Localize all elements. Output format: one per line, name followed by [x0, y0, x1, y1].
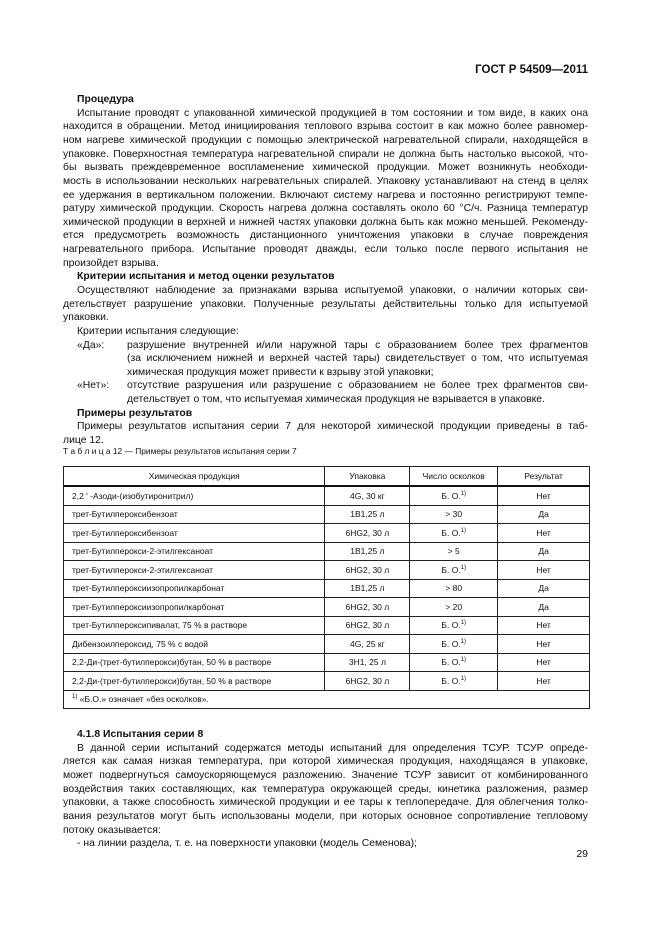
result-cell — [498, 616, 590, 635]
cell-text: > 30 — [445, 509, 463, 520]
cell-text: трет-Бутилперокси-2-этилгексаноат — [72, 564, 214, 575]
text-line: отсутствие разрушения или разрушение с образованием не более трех фрагментов сви- — [127, 380, 588, 392]
cell-text: Б. О. — [441, 675, 461, 686]
cell-text: Да — [538, 583, 549, 594]
package-cell — [325, 616, 410, 635]
cell-text: Дибензоилпероксид, 75 % с водой — [72, 638, 208, 649]
table-row — [64, 505, 590, 524]
cell-text: 6HG2, 30 л — [345, 601, 390, 612]
package-cell — [325, 653, 410, 672]
series8-paragraph — [63, 742, 588, 837]
cell-text: 1B1,25 л — [350, 583, 385, 594]
footnote-mark: 1) — [460, 657, 467, 664]
text-line: потоку оказывается: — [63, 824, 161, 836]
table-row — [64, 635, 590, 654]
cell-text: 6HG2, 30 л — [345, 527, 390, 538]
procedure-paragraph — [63, 107, 588, 271]
text-line: химическая продукция может привести к взрыву этой упаковки; — [127, 366, 434, 378]
cell-text: трет-Бутилперокси-2-этилгексаноат — [72, 546, 214, 557]
package-cell — [325, 635, 410, 654]
footnote-mark: 1) — [460, 564, 467, 571]
footnote-text: «Б.О.» означает «без осколков». — [79, 694, 209, 705]
criteria-heading: Критерии испытания и метод оценки результатов — [77, 271, 335, 283]
result-cell — [498, 653, 590, 672]
package-cell — [325, 579, 410, 598]
fragments-cell — [410, 653, 498, 672]
cell-text: 2,2 ' -Азоди-(изобутиронитрил) — [72, 490, 194, 501]
text-line: Примеры результатов испытания серии 7 для некоторой химической продукции приведены в таб- — [77, 421, 588, 433]
text-line: детельствует разрушение упаковки. Полученные результаты действительны только для испытуемой — [63, 298, 588, 310]
fragments-cell — [410, 524, 498, 543]
cell-text: трет-Бутилпероксипивалат, 75 % в растворе — [72, 620, 248, 631]
cell-text: 2,2-Ди-(трет-бутилперокси)бутан, 50 % в растворе — [72, 657, 272, 668]
table-row — [64, 616, 590, 635]
series8-heading: 4.1.8 Испытания серии 8 — [77, 729, 204, 740]
cell-text: > 20 — [445, 601, 463, 612]
text-line: нагревательного прибора. Испытание проводят дважды, если только после первого испытания не — [63, 244, 588, 256]
product-cell — [64, 598, 325, 617]
text-line: упаковки, а также способность химической продукции и ее тары к теплопередаче. Для облегчения толко- — [63, 797, 588, 809]
cell-text: > 80 — [445, 583, 463, 594]
series8-bullet: - на линии раздела, т. е. на поверхности упаковки (модель Семенова); — [77, 838, 417, 850]
result-cell — [498, 524, 590, 543]
text-line: химической продукции в верхней и нижней частях упаковки должна быть как можно меньшей. Рекоменду- — [63, 216, 588, 228]
cell-text: трет-Бутилпероксибензоат — [72, 509, 178, 520]
footnote-mark: 1) — [460, 638, 467, 645]
cell-text: Нет — [536, 564, 551, 575]
page-number: 29 — [576, 848, 588, 860]
table-header-row — [64, 467, 590, 487]
result-cell — [498, 505, 590, 524]
cell-text: 1B1,25 л — [350, 546, 385, 557]
criteria-paragraph — [63, 284, 588, 325]
text-line: упаковки. — [63, 312, 109, 324]
cell-text: Нет — [536, 490, 551, 501]
text-line: воздействия таких составляющих, как температура окружающей среды, кинетика разложения, размер — [63, 783, 588, 795]
cell-text: 4G, 30 кг — [350, 490, 385, 501]
package-cell — [325, 505, 410, 524]
result-cell — [498, 579, 590, 598]
result-cell — [498, 635, 590, 654]
fragments-cell — [410, 486, 498, 505]
cell-text: 6HG2, 30 л — [345, 620, 390, 631]
table-footnote — [64, 690, 590, 709]
fragments-cell — [410, 579, 498, 598]
cell-text: трет-Бутилпероксиизопропилкарбонат — [72, 601, 225, 612]
results-table — [63, 466, 590, 709]
result-cell — [498, 598, 590, 617]
table-row — [64, 598, 590, 617]
table-row — [64, 486, 590, 505]
table-row — [64, 542, 590, 561]
product-cell — [64, 616, 325, 635]
table-row — [64, 653, 590, 672]
column-header: Упаковка — [325, 467, 410, 487]
text-line: бы вызвать преждевременное воспламенение химической продукции. Может возникнуть необходи- — [63, 162, 588, 174]
result-cell — [498, 542, 590, 561]
column-header: Результат — [498, 467, 590, 487]
text-line: ратуру химической продукции. Скорость нагрева должна составлять около 60 °С/ч. Разница температур — [63, 203, 588, 215]
fragments-cell — [410, 505, 498, 524]
criteria-intro: Критерии испытания следующие: — [77, 325, 239, 337]
document-code: ГОСТ Р 54509—2011 — [475, 64, 588, 76]
package-cell — [325, 561, 410, 580]
package-cell — [325, 542, 410, 561]
text-line: может подвергнуться самоускоряющемуся разложению. Значение ТСУР зависит от комбинированного — [63, 769, 588, 781]
table-caption: Т а б л и ц а 12 — Примеры результатов испытания серии 7 — [63, 446, 297, 456]
package-cell — [325, 672, 410, 691]
cell-text: Б. О. — [441, 657, 461, 668]
cell-text: Нет — [536, 657, 551, 668]
result-cell — [498, 561, 590, 580]
criterion-yes-text — [127, 339, 588, 380]
text-line: мость в использовании нескольких нагревательных спиралей. Упаковку устанавливают на стенд в целях — [63, 175, 588, 187]
column-header: Химическая продукция — [64, 467, 325, 487]
text-line: упаковке. Поверхностная температура нагревательной спирали не должна быть настолько высокой, что- — [63, 148, 588, 160]
cell-text: Б. О. — [441, 490, 461, 501]
cell-text: Б. О. — [441, 564, 461, 575]
product-cell — [64, 653, 325, 672]
footnote-mark: 1) — [460, 675, 467, 682]
cell-text: Б. О. — [441, 638, 461, 649]
text-line: разрушение внутренней и/или наружной тары с образованием более трех фрагментов — [127, 339, 588, 351]
product-cell — [64, 505, 325, 524]
table-row — [64, 561, 590, 580]
fragments-cell — [410, 616, 498, 635]
text-line: произойдет взрыва. — [63, 257, 159, 269]
product-cell — [64, 672, 325, 691]
column-header: Число осколков — [410, 467, 498, 487]
cell-text: 6HG2, 30 л — [345, 564, 390, 575]
text-line: находится в обращении. Метод инициирования теплового взрыва состоит в как можно более равномер- — [63, 121, 588, 133]
cell-text: Да — [538, 601, 549, 612]
table-footnote-row — [64, 690, 590, 709]
cell-text: Б. О. — [441, 527, 461, 538]
criterion-no-label: «Нет»: — [77, 380, 110, 392]
result-cell — [498, 672, 590, 691]
product-cell — [64, 542, 325, 561]
cell-text: 3H1, 25 л — [348, 657, 386, 668]
cell-text: Б. О. — [441, 620, 461, 631]
cell-text: 2,2-Ди-(трет-бутилперокси)бутан, 50 % в растворе — [72, 675, 272, 686]
text-line: (за исключением нижней и верхней частей тары) свидетельствует о том, что испытуемая — [127, 353, 588, 365]
product-cell — [64, 635, 325, 654]
footnote-mark: 1) — [460, 490, 467, 497]
cell-text: 1B1,25 л — [350, 509, 385, 520]
package-cell — [325, 524, 410, 543]
footnote-mark: 1) — [460, 527, 467, 534]
product-cell — [64, 524, 325, 543]
cell-text: трет-Бутилпероксибензоат — [72, 527, 178, 538]
package-cell — [325, 486, 410, 505]
criterion-no-text — [127, 379, 588, 406]
text-line: детельствует о том, что испытуемая химическая продукция не взрывается в упаковке. — [127, 394, 545, 406]
footnote-mark: 1) — [460, 620, 467, 627]
examples-heading: Примеры результатов — [77, 407, 193, 419]
package-cell — [325, 598, 410, 617]
criterion-no — [63, 379, 588, 406]
fragments-cell — [410, 672, 498, 691]
procedure-heading: Процедура — [77, 94, 134, 105]
cell-text: Нет — [536, 675, 551, 686]
fragments-cell — [410, 598, 498, 617]
text-line: В данной серии испытаний содержатся методы испытаний для определения ТСУР. ТСУР опреде- — [77, 742, 588, 754]
text-line: ее удержания в вертикальном положении. Включают систему нагрева и постоянно регистрируют темпе- — [63, 189, 588, 201]
text-line: лице 12. — [63, 435, 104, 447]
footnote-mark: 1) — [72, 694, 78, 701]
cell-text: Нет — [536, 638, 551, 649]
fragments-cell — [410, 561, 498, 580]
cell-text: > 5 — [447, 546, 460, 557]
table-row — [64, 579, 590, 598]
text-line: ется предусмотреть возможность дистанционного уничтожения упаковки в случае повреждения — [63, 230, 588, 242]
text-line: Осуществляют наблюдение за признаками взрыва испытуемой упаковки, о наличии которых сви- — [77, 285, 588, 296]
text-line: ном нагреве химической продукции с помощью электрической нагревательной спирали, находящейся в — [63, 134, 588, 146]
cell-text: Да — [538, 546, 549, 557]
table-row — [64, 524, 590, 543]
fragments-cell — [410, 635, 498, 654]
text-line: ляется как самая низкая температура, при которой химическая продукция, находящаяся в упаковке, — [63, 756, 588, 768]
procedure-section — [63, 93, 588, 448]
fragments-cell — [410, 542, 498, 561]
series8-section — [63, 728, 588, 851]
text-line: вания результатов могут быть использованы модели, при которых основное сопротивление тепловому — [63, 810, 588, 822]
product-cell — [64, 486, 325, 505]
cell-text: трет-Бутилпероксиизопропилкарбонат — [72, 583, 225, 594]
examples-paragraph — [63, 420, 588, 447]
criterion-yes — [63, 339, 588, 380]
cell-text: 4G, 25 кг — [350, 638, 385, 649]
table-row — [64, 672, 590, 691]
cell-text: 6HG2, 30 л — [345, 675, 390, 686]
cell-text: Да — [538, 509, 549, 520]
criterion-yes-label: «Да»: — [77, 339, 105, 351]
cell-text: Нет — [536, 620, 551, 631]
product-cell — [64, 561, 325, 580]
text-line: Испытание проводят с упакованной химической продукцией в том состоянии и том виде, в каких она — [77, 107, 588, 119]
cell-text: Нет — [536, 527, 551, 538]
result-cell — [498, 486, 590, 505]
product-cell — [64, 579, 325, 598]
